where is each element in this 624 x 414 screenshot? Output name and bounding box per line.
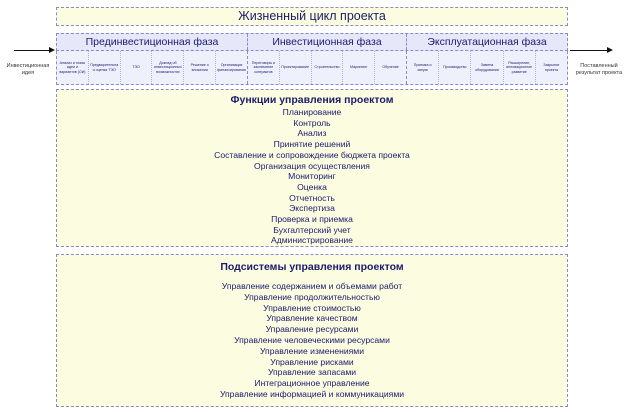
list-item: Экспертиза — [289, 203, 335, 214]
phase-title-operational: Эксплуатационная фаза — [427, 36, 547, 48]
lifecycle-title-box — [56, 7, 568, 26]
stage-cell: Расширение, инновационное развитие — [504, 51, 536, 84]
list-item: Принятие решений — [273, 139, 351, 150]
stage-cell: Предварительная оценка ТЭО — [89, 51, 121, 84]
stage-cell: Производство — [439, 51, 471, 84]
list-item: Управление человеческими ресурсами — [234, 334, 390, 345]
phase-title-investment: Инвестиционная фаза — [248, 34, 407, 50]
list-item: Управление запасами — [267, 367, 357, 378]
input-arrow — [14, 50, 50, 51]
list-item: Управление продолжительностью — [244, 291, 380, 302]
subsystems-panel — [56, 254, 568, 407]
list-item: Управление изменениями — [259, 345, 365, 356]
stage-cell: ТЭО — [121, 51, 153, 84]
list-item: Управление ресурсами — [265, 324, 359, 335]
investment-stages — [248, 51, 407, 84]
stage-cell: Доклад об инвестиционных возможностях — [152, 51, 184, 84]
phase-title-preinvestment: Прединвестиционная фаза — [57, 34, 248, 50]
list-item: Анализ — [297, 128, 327, 139]
list-item: Организация осуществления — [254, 160, 370, 171]
list-item: Оценка — [297, 181, 327, 192]
phase-header-row — [56, 33, 568, 51]
lifecycle-title: Жизненный цикл проекта — [238, 9, 386, 23]
stage-cell: Обучение — [382, 65, 399, 70]
stage-cell: Организация финансирования — [217, 62, 246, 72]
output-label: Поставленный результат проекта — [575, 63, 623, 76]
functions-list — [57, 107, 567, 246]
list-item: Проверка и приемка — [271, 214, 353, 225]
list-item: Составление и сопровождение бюджета проекта — [214, 149, 410, 160]
stage-cell: Проектирование — [280, 51, 312, 84]
functions-panel — [56, 89, 568, 247]
stage-cell: Анализ и поиск идеи и вариантов (ОИ) — [57, 51, 89, 84]
stage-cell: Решение о вложении — [184, 51, 216, 84]
list-item: Контроль — [293, 117, 331, 128]
functions-title: Функции управления проектом — [230, 94, 394, 106]
list-item: Мониторинг — [288, 171, 336, 182]
list-item: Управление содержанием и объемами работ — [221, 281, 403, 291]
subsystems-title: Подсистемы управления проектом — [220, 261, 404, 273]
list-item: Бухгалтерский учет — [273, 224, 351, 235]
output-arrow-head — [607, 47, 613, 53]
list-item: Управление информацией и коммуникациями — [219, 388, 405, 399]
list-item: Администрирование — [271, 235, 353, 246]
list-item: Управление стоимостью — [263, 302, 361, 313]
list-item: Интеграционное управление — [254, 378, 370, 389]
list-item: Отчетность — [289, 192, 335, 203]
output-arrow — [570, 50, 608, 51]
list-item: Управление качеством — [266, 313, 358, 324]
phase-stages-row — [56, 51, 568, 85]
list-item: Планирование — [282, 107, 342, 117]
stage-cell: Замена оборудования — [471, 51, 503, 84]
input-arrow-head — [49, 47, 55, 53]
stage-cell: Переговоры и заключение контрактов — [248, 51, 280, 84]
operational-stages — [407, 51, 567, 84]
preinvestment-stages — [57, 51, 248, 84]
stage-cell: Закрытие проекта — [543, 62, 560, 72]
input-label: Инвестиционная идея — [6, 63, 50, 76]
stage-cell: Маркетинг — [343, 51, 375, 84]
list-item: Управление рисками — [270, 356, 354, 367]
stage-cell: Строительство — [312, 51, 344, 84]
subsystems-list — [57, 281, 567, 400]
stage-cell: Приемка и запуск — [407, 51, 439, 84]
